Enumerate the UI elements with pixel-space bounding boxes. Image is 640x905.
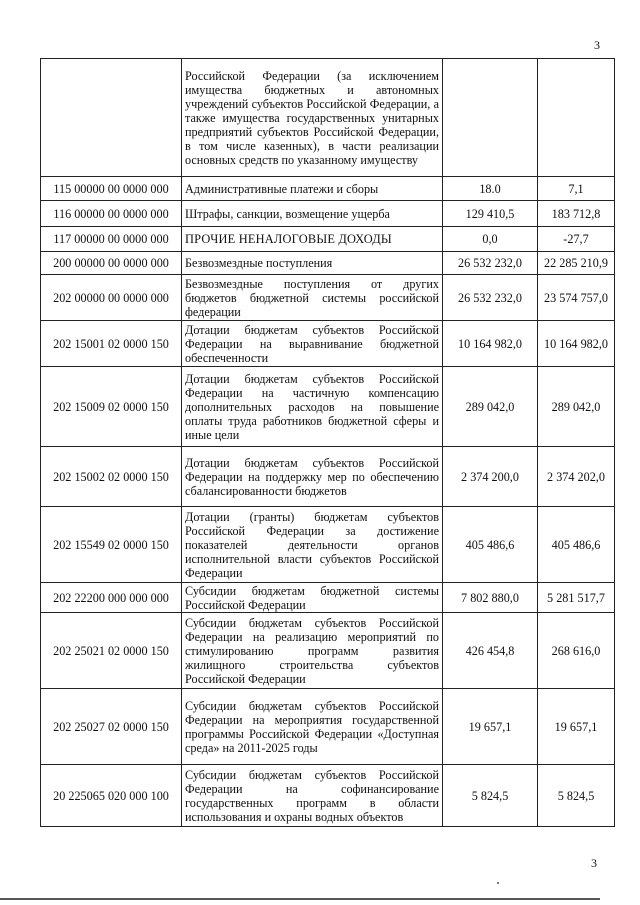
row-code: 202 15549 02 0000 150 xyxy=(41,507,182,583)
row-value-1: 18.0 xyxy=(443,177,538,201)
table-row xyxy=(41,321,615,367)
table-row xyxy=(41,613,615,689)
row-code: 20 225065 020 000 100 xyxy=(41,765,182,827)
row-value-2: 7,1 xyxy=(538,177,615,201)
revenue-table xyxy=(40,58,615,827)
row-code: 200 00000 00 0000 000 xyxy=(41,252,182,275)
scan-artifact-dot xyxy=(497,882,499,884)
row-value-2: 23 574 757,0 xyxy=(538,275,615,321)
row-value-2: 5 281 517,7 xyxy=(538,583,615,613)
row-description: Субсидии бюджетам субъектов Российской Федерации на реализацию мероприятий по стимулированию программ развития жилищного строительства субъектов Российской Федерации xyxy=(182,613,443,689)
row-value-1: 19 657,1 xyxy=(443,689,538,765)
row-value-2: -27,7 xyxy=(538,227,615,252)
row-value-1: 2 374 200,0 xyxy=(443,447,538,507)
table-row xyxy=(41,252,615,275)
table-row xyxy=(41,689,615,765)
row-code: 202 00000 00 0000 000 xyxy=(41,275,182,321)
row-value-2: 183 712,8 xyxy=(538,201,615,227)
row-value-2: 22 285 210,9 xyxy=(538,252,615,275)
row-code xyxy=(41,59,182,177)
row-code: 202 15001 02 0000 150 xyxy=(41,321,182,367)
row-value-1: 10 164 982,0 xyxy=(443,321,538,367)
row-code: 202 15009 02 0000 150 xyxy=(41,367,182,447)
table-row xyxy=(41,583,615,613)
row-description: Субсидии бюджетам бюджетной системы Российской Федерации xyxy=(182,583,443,613)
row-value-1: 7 802 880,0 xyxy=(443,583,538,613)
table-row xyxy=(41,447,615,507)
row-value-1: 0,0 xyxy=(443,227,538,252)
row-value-2: 2 374 202,0 xyxy=(538,447,615,507)
row-value-1: 26 532 232,0 xyxy=(443,252,538,275)
row-description: Дотации бюджетам субъектов Российской Федерации на частичную компенсацию дополнительных расходов на повышение оплаты труда работников бюджетной сферы и иные цели xyxy=(182,367,443,447)
row-value-2: 19 657,1 xyxy=(538,689,615,765)
table-row xyxy=(41,765,615,827)
row-value-2: 10 164 982,0 xyxy=(538,321,615,367)
row-description: Дотации (гранты) бюджетам субъектов Российской Федерации за достижение показателей деятельности органов исполнительной власти субъектов Российской Федерации xyxy=(182,507,443,583)
row-description: Дотации бюджетам субъектов Российской Федерации на выравнивание бюджетной обеспеченности xyxy=(182,321,443,367)
row-value-1: 426 454,8 xyxy=(443,613,538,689)
row-code: 116 00000 00 0000 000 xyxy=(41,201,182,227)
row-code: 202 25027 02 0000 150 xyxy=(41,689,182,765)
row-value-2: 268 616,0 xyxy=(538,613,615,689)
page-number-bottom: 3 xyxy=(591,856,597,870)
row-description: Штрафы, санкции, возмещение ущерба xyxy=(182,201,443,227)
row-description: Безвозмездные поступления от других бюджетов бюджетной системы российской федерации xyxy=(182,275,443,321)
row-value-1: 5 824,5 xyxy=(443,765,538,827)
table-row xyxy=(41,227,615,252)
scan-artifact-line xyxy=(0,898,600,900)
table-row xyxy=(41,59,615,177)
row-value-1: 289 042,0 xyxy=(443,367,538,447)
row-code: 117 00000 00 0000 000 xyxy=(41,227,182,252)
table-row xyxy=(41,275,615,321)
table-row xyxy=(41,177,615,201)
row-value-2 xyxy=(538,59,615,177)
row-description: Субсидии бюджетам субъектов Российской Федерации на мероприятия государственной программы Российской Федерации «Доступная среда» на 2011-2025 годы xyxy=(182,689,443,765)
row-code: 202 15002 02 0000 150 xyxy=(41,447,182,507)
table-row xyxy=(41,201,615,227)
row-description: Административные платежи и сборы xyxy=(182,177,443,201)
row-code: 115 00000 00 0000 000 xyxy=(41,177,182,201)
row-description: Безвозмездные поступления xyxy=(182,252,443,275)
row-value-2: 5 824,5 xyxy=(538,765,615,827)
table-row xyxy=(41,367,615,447)
row-description: Российской Федерации (за исключением имущества бюджетных и автономных учреждений субъектов Российской Федерации, а также имущества государственных унитарных предприятий субъектов Российской Федерации, в том числе казенных), в части реализации основных средств по указанному имуществу xyxy=(182,59,443,177)
row-value-2: 405 486,6 xyxy=(538,507,615,583)
row-value-1: 26 532 232,0 xyxy=(443,275,538,321)
table-row xyxy=(41,507,615,583)
row-code: 202 22200 000 000 000 xyxy=(41,583,182,613)
page-number-top: 3 xyxy=(594,38,600,52)
row-description: ПРОЧИЕ НЕНАЛОГОВЫЕ ДОХОДЫ xyxy=(182,227,443,252)
row-value-2: 289 042,0 xyxy=(538,367,615,447)
row-description: Дотации бюджетам субъектов Российской Федерации на поддержку мер по обеспечению сбалансированности бюджетов xyxy=(182,447,443,507)
row-value-1 xyxy=(443,59,538,177)
row-description: Субсидии бюджетам субъектов Российской Федерации на софинансирование государственных программ в области использования и охраны водных объектов xyxy=(182,765,443,827)
row-code: 202 25021 02 0000 150 xyxy=(41,613,182,689)
row-value-1: 405 486,6 xyxy=(443,507,538,583)
row-value-1: 129 410,5 xyxy=(443,201,538,227)
